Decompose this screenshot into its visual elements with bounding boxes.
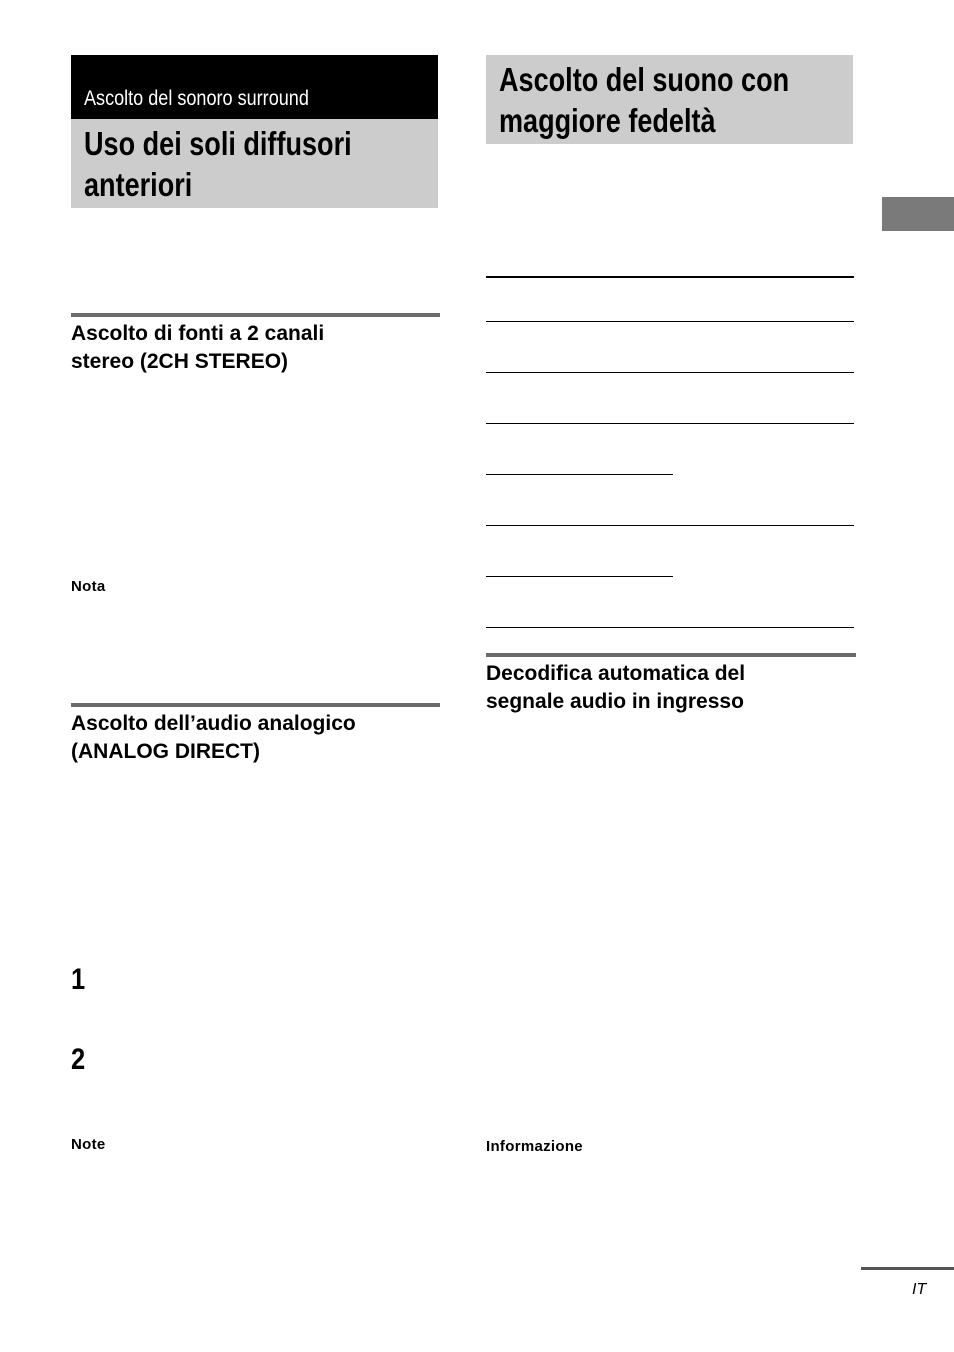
nota-label: Nota xyxy=(71,578,106,595)
decode-heading-line1: Decodifica automatica del xyxy=(486,662,746,685)
right-title-line2: maggiore fedeltà xyxy=(499,102,716,139)
note-label: Note xyxy=(71,1136,106,1153)
footer-rule xyxy=(861,1267,954,1270)
table-bottom-rule xyxy=(486,627,854,628)
section-label: Ascolto del sonoro surround xyxy=(84,87,309,110)
table-row-rule xyxy=(486,474,673,475)
right-title-box xyxy=(486,55,853,144)
analog-heading xyxy=(71,710,356,766)
decode-heading-line2: segnale audio in ingresso xyxy=(486,690,744,713)
analog-heading-rule xyxy=(71,703,440,707)
table-row-rule xyxy=(486,321,854,322)
decode-heading-rule xyxy=(486,653,856,657)
stereo-heading-rule xyxy=(71,313,440,317)
page-language-code: IT xyxy=(912,1281,927,1298)
stereo-heading-line1: Ascolto di fonti a 2 canali xyxy=(71,322,325,345)
table-row-rule xyxy=(486,525,854,526)
step-2-number: 2 xyxy=(71,1043,86,1076)
table-row-rule xyxy=(486,423,854,424)
decode-heading xyxy=(486,660,745,716)
left-title-line1: Uso dei soli diffusori xyxy=(84,125,352,162)
section-label-band xyxy=(71,55,438,119)
step-1-number: 1 xyxy=(71,963,86,996)
chapter-side-tab xyxy=(882,197,954,231)
analog-heading-line1: Ascolto dell’audio analogico xyxy=(71,712,356,735)
left-title-box xyxy=(71,119,438,208)
stereo-heading-line2: stereo (2CH STEREO) xyxy=(71,350,289,373)
right-title xyxy=(499,59,789,141)
table-top-rule xyxy=(486,276,854,278)
right-title-line1: Ascolto del suono con xyxy=(499,61,790,98)
table-row-rule xyxy=(486,372,854,373)
analog-heading-line2: (ANALOG DIRECT) xyxy=(71,740,260,763)
table-row-rule xyxy=(486,576,673,577)
info-label: Informazione xyxy=(486,1138,583,1155)
left-title xyxy=(84,123,352,205)
stereo-heading xyxy=(71,320,324,376)
left-title-line2: anteriori xyxy=(84,166,193,203)
